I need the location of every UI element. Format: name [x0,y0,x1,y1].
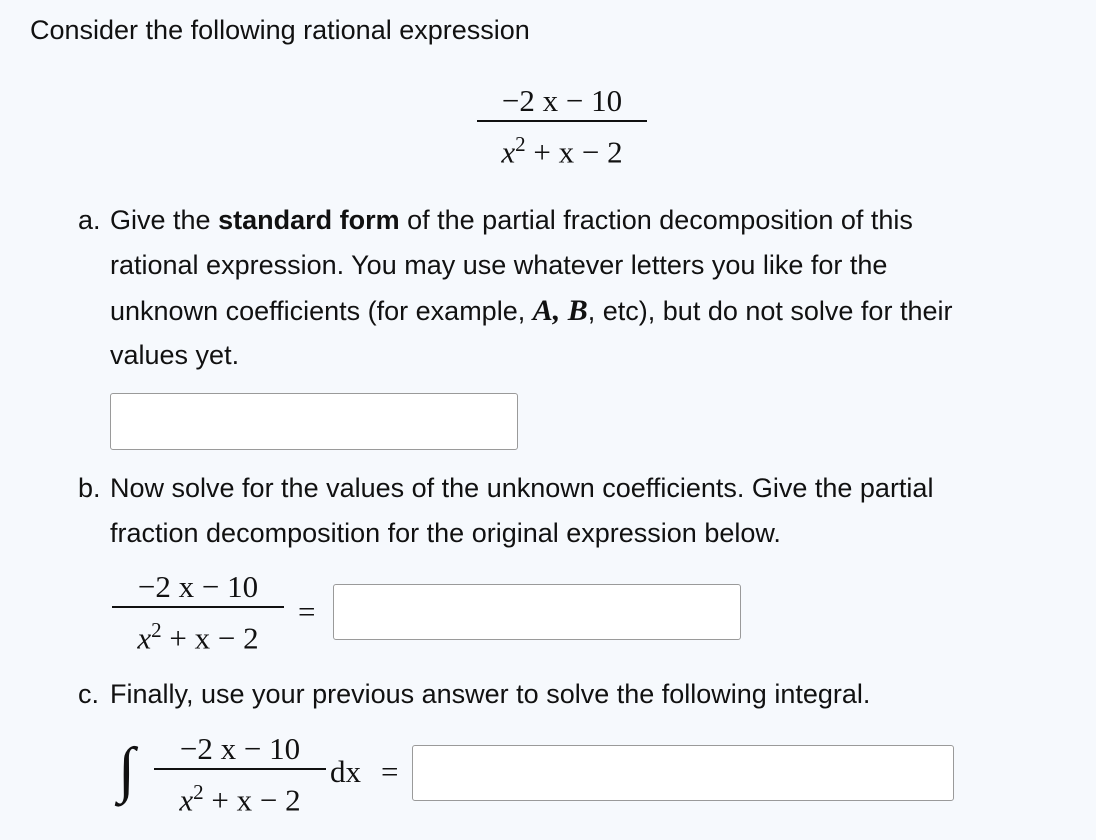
part-b-denominator-exponent: 2 [151,618,162,642]
expression-denominator [495,122,628,174]
coefficient-a: A [532,294,553,327]
part-a-line2: rational expression. You may use whatever letters you like for the [110,250,888,280]
part-b-label: b. [78,473,101,503]
part-b-denominator-rest: + x − 2 [169,620,259,656]
decomposition-answer-input[interactable] [333,584,741,640]
standard-form-answer-input[interactable] [110,393,518,450]
part-c-denominator [173,770,306,822]
part-b-line1: Now solve for the values of the unknown coefficients. Give the partial [110,473,934,503]
standard-form-bold: standard form [218,205,400,235]
differential-dx: dx [330,754,361,789]
integral-sign: ∫ [118,736,135,804]
coefficient-b: B [567,294,588,327]
part-c-numerator: −2 x − 10 [179,731,301,766]
part-b-denominator-base: x [137,620,152,656]
main-expression [477,82,647,174]
part-a-line3-start: unknown coefficients (for example, [110,296,526,326]
part-c-denominator-exponent: 2 [193,780,204,804]
denominator-exponent: 2 [515,132,526,156]
part-b-denominator [131,608,264,660]
part-a-line1 [110,198,913,243]
expression-numerator: −2 x − 10 [501,83,623,118]
denominator-base: x [501,134,516,170]
part-a-line3-end: , etc), but do not solve for their [587,296,953,326]
part-b-numerator: −2 x − 10 [137,569,259,604]
part-b-expression [112,568,284,660]
part-a-label: a. [78,205,101,235]
part-a-text-after-bold: of the partial fraction decomposition of this [407,205,913,235]
intro-text: Consider the following rational expression [30,15,530,45]
part-b-equals: = [298,594,316,629]
part-b-line2: fraction decomposition for the original expression below. [110,518,781,548]
part-a-text-before-bold: Give the [110,205,211,235]
integral-answer-input[interactable] [412,745,954,801]
part-c-denominator-base: x [179,782,194,818]
part-c-line1: Finally, use your previous answer to solve the following integral. [110,679,871,709]
part-c-expression [154,730,326,822]
part-c-label: c. [78,679,100,709]
part-c-equals: = [381,754,399,789]
part-c-denominator-rest: + x − 2 [211,782,301,818]
part-a-line4: values yet. [110,340,240,370]
part-a-line3: unknown coefficients (for example, A, B, etc), but do not solve for their [110,294,953,327]
denominator-rest: + x − 2 [533,134,623,170]
